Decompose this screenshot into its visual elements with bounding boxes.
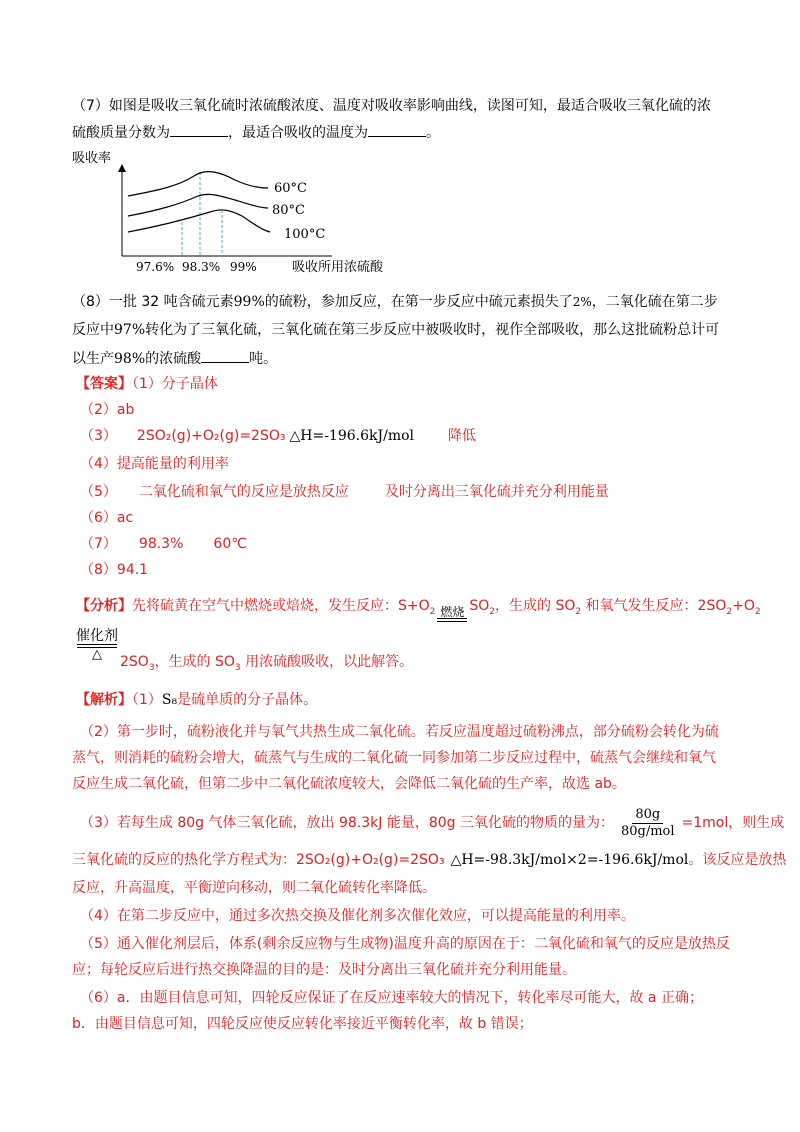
q7-line-1: （7）如图是吸收三氧化硫时浓硫酸浓度、温度对吸收率影响曲线，读图可知，最适合吸收三氧化硫的浓 [72, 98, 711, 114]
y-axis-arrow [118, 164, 126, 172]
explain-5-line-1: （5）通入催化剂层后，体系(剩余反应物与生成物)温度升高的原因在于：二氧化硫和氧气的反应是放热反 [80, 936, 730, 952]
q8-pct-97: 97% [114, 322, 146, 338]
explain-2-line-3: 反应生成二氧化硫，但第二步中二氧化硫浓度较大，会降低二氧化硫的生产率，故选 ab。 [72, 776, 626, 792]
explain-s8: S₈ [161, 692, 178, 708]
answer-8: （8）94.1 [80, 562, 149, 578]
q8-text-1c: ，二氧化硫在第二步 [591, 294, 718, 310]
answer-3-eq: 2SO₂(g)+O₂(g)=2SO₃ [136, 428, 286, 444]
analysis-text-2c: 用浓硫酸吸收，以此解答。 [240, 654, 414, 670]
q7-answer-blank-2[interactable] [368, 122, 426, 137]
explain-4: （4）在第二步反应中，通过多次热交换及催化剂多次催化效应，可以提高能量的利用率。 [80, 908, 635, 924]
q8-line-2 [72, 320, 719, 340]
answer-4: （4）提高能量的利用率 [80, 456, 229, 472]
explain-1a: （1） [132, 692, 162, 708]
answer-7 [80, 534, 247, 554]
explain-6-line-2: b．由题目信息可知，四轮反应使反应转化率接近平衡转化率，故 b 错误； [72, 1016, 533, 1032]
q8-pct-99: 99% [233, 294, 265, 310]
curve-60c [128, 172, 268, 196]
explain-3-line-1 [80, 806, 784, 840]
answer-3-end: 降低 [448, 428, 477, 444]
answer-7-p2: 60℃ [213, 536, 247, 552]
tick-99: 99% [230, 260, 257, 274]
fraction-numerator: 80g [632, 807, 663, 824]
burn-condition-label: 燃烧 [440, 604, 465, 619]
explain-2-line-2: 蒸气，则消耗的硫粉会增大，硫蒸气与生成的二氧化硫一同参加第二步反应过程中，硫蒸气会继续和氧气 [72, 750, 716, 766]
catalyst-condition [76, 628, 118, 662]
molar-fraction [618, 807, 678, 840]
answer-5-num: （5） [80, 484, 117, 500]
answer-1: （1）分子晶体 [132, 376, 218, 392]
explain-3-text-d: 。该反应是放热 [688, 852, 787, 868]
analysis-text-2b: ，生成的 SO [154, 654, 235, 670]
burn-condition-bar [437, 618, 467, 622]
curve-80c [128, 194, 268, 216]
analysis-line-2: $2SO_3$，生成的 $SO_3$ 用浓硫酸吸收，以此解答。 [120, 654, 414, 673]
q8-text-2a: 反应中 [72, 322, 114, 338]
q8-pct-98: 98% [114, 351, 146, 367]
chart-ylabel: 吸收率 [72, 151, 112, 166]
explain-3-dh: △H=-98.3kJ/mol×2=-196.6kJ/mol [450, 852, 689, 868]
q8-text-3a: 以生产 [72, 351, 114, 367]
q7-line-2 [72, 122, 440, 143]
q7-text-b: ，最适合吸收的温度为 [228, 125, 368, 141]
q8-line-1 [72, 292, 718, 312]
analysis-line-1: 【分析】先将硫黄在空气中燃烧或焙烧，发生反应：$S+O_2$ 燃烧 $SO_2$，生成的 $SO_2$ 和氧气发生反应：$2SO_2+O_2$ [76, 596, 761, 622]
tick-98-3: 98.3% [182, 260, 221, 274]
legend-80c: 80°C [272, 203, 305, 218]
q8-line-3 [72, 348, 277, 369]
q8-text-1a: （8）一批 32 吨含硫元素 [72, 294, 234, 310]
explain-3-line-3: 反应，升高温度，平衡逆向移动，则二氧化硫转化率降低。 [72, 880, 436, 896]
analysis-text-1e: +O [732, 598, 755, 614]
explain-2-line-1: （2）第一步时，硫粉液化并与氧气共热生成二氧化硫。若反应温度超过硫粉沸点，部分硫粉会转化为硫 [80, 724, 719, 740]
q8-text-2b: 转化为了三氧化硫，三氧化硫在第三步反应中被吸收时，视作全部吸收，那么这批硫粉总计可 [145, 322, 720, 338]
explain-line-1 [76, 690, 317, 710]
explain-3-text-b: =1mol，则生成 [681, 815, 785, 831]
q8-pct-2: 2% [572, 295, 592, 309]
explain-3-text-a: （3）若每生成 80g 气体三氧化硫，放出 98.3kJ 能量，80g 三氧化硫的物质的量为： [80, 815, 614, 831]
answer-6: （6）ac [80, 510, 134, 526]
answer-3 [80, 426, 476, 446]
answer-5 [80, 482, 609, 502]
explain-tag: 【解析】 [76, 692, 132, 708]
answer-3-dh: △H=-196.6kJ/mol [289, 428, 415, 444]
q7-answer-blank-1[interactable] [170, 122, 228, 137]
tick-97-6: 97.6% [136, 260, 175, 274]
answer-2: （2）ab [80, 402, 135, 418]
answer-7-p1: 98.3% [138, 536, 184, 552]
absorption-chart [70, 146, 430, 276]
analysis-tag: 【分析】 [76, 598, 132, 614]
analysis-text-2a: 2SO [120, 654, 149, 670]
q7-text-a: 硫酸质量分数为 [72, 125, 170, 141]
q8-text-3c: 吨。 [249, 351, 278, 367]
fraction-denominator: 80g/mol [620, 823, 675, 839]
legend-60c: 60°C [274, 181, 307, 196]
legend-100c: 100°C [284, 227, 326, 242]
answer-tag: 【答案】 [76, 376, 132, 392]
analysis-text-1d: 和氧气发生反应：2SO [581, 598, 727, 614]
catalyst-label: 催化剂 [76, 628, 118, 644]
burn-condition [437, 606, 467, 622]
heat-label: △ [92, 647, 102, 662]
explain-1b: 是硫单质的分子晶体。 [177, 692, 318, 708]
q7-text-c: 。 [426, 125, 440, 141]
analysis-text-1c: ，生成的 SO [495, 598, 576, 614]
answer-5-p2: 及时分离出三氧化硫并充分利用能量 [384, 484, 609, 500]
answer-3-num: （3） [80, 428, 117, 444]
answer-5-p1: 二氧化硫和氧气的反应是放热反应 [138, 484, 349, 500]
chart-xlabel: 吸收所用浓硫酸 [292, 260, 384, 275]
explain-5-line-2: 应；每轮反应后进行热交换降温的目的是：及时分离出三氧化硫并充分利用能量。 [72, 962, 576, 978]
explain-3-line-2 [72, 850, 786, 870]
curve-100c [128, 210, 270, 232]
q8-text-1b: 的硫粉，参加反应，在第一步反应中硫元素损失了 [264, 294, 573, 310]
explain-6-line-1: （6）a．由题目信息可知，四轮反应保证了在反应速率较大的情况下，转化率尽可能大，故 a 正确； [80, 990, 703, 1006]
q8-answer-blank[interactable] [201, 348, 249, 363]
explain-3-text-c: 三氧化硫的反应的热化学方程式为：2SO₂(g)+O₂(g)=2SO₃ [72, 852, 445, 868]
answer-7-num: （7） [80, 536, 117, 552]
analysis-text-1: 先将硫黄在空气中燃烧或焙烧，发生反应：S+O [132, 598, 430, 614]
analysis-text-1b: SO [469, 598, 490, 614]
q8-text-3b: 的浓硫酸 [145, 351, 202, 367]
answer-header [76, 374, 218, 394]
